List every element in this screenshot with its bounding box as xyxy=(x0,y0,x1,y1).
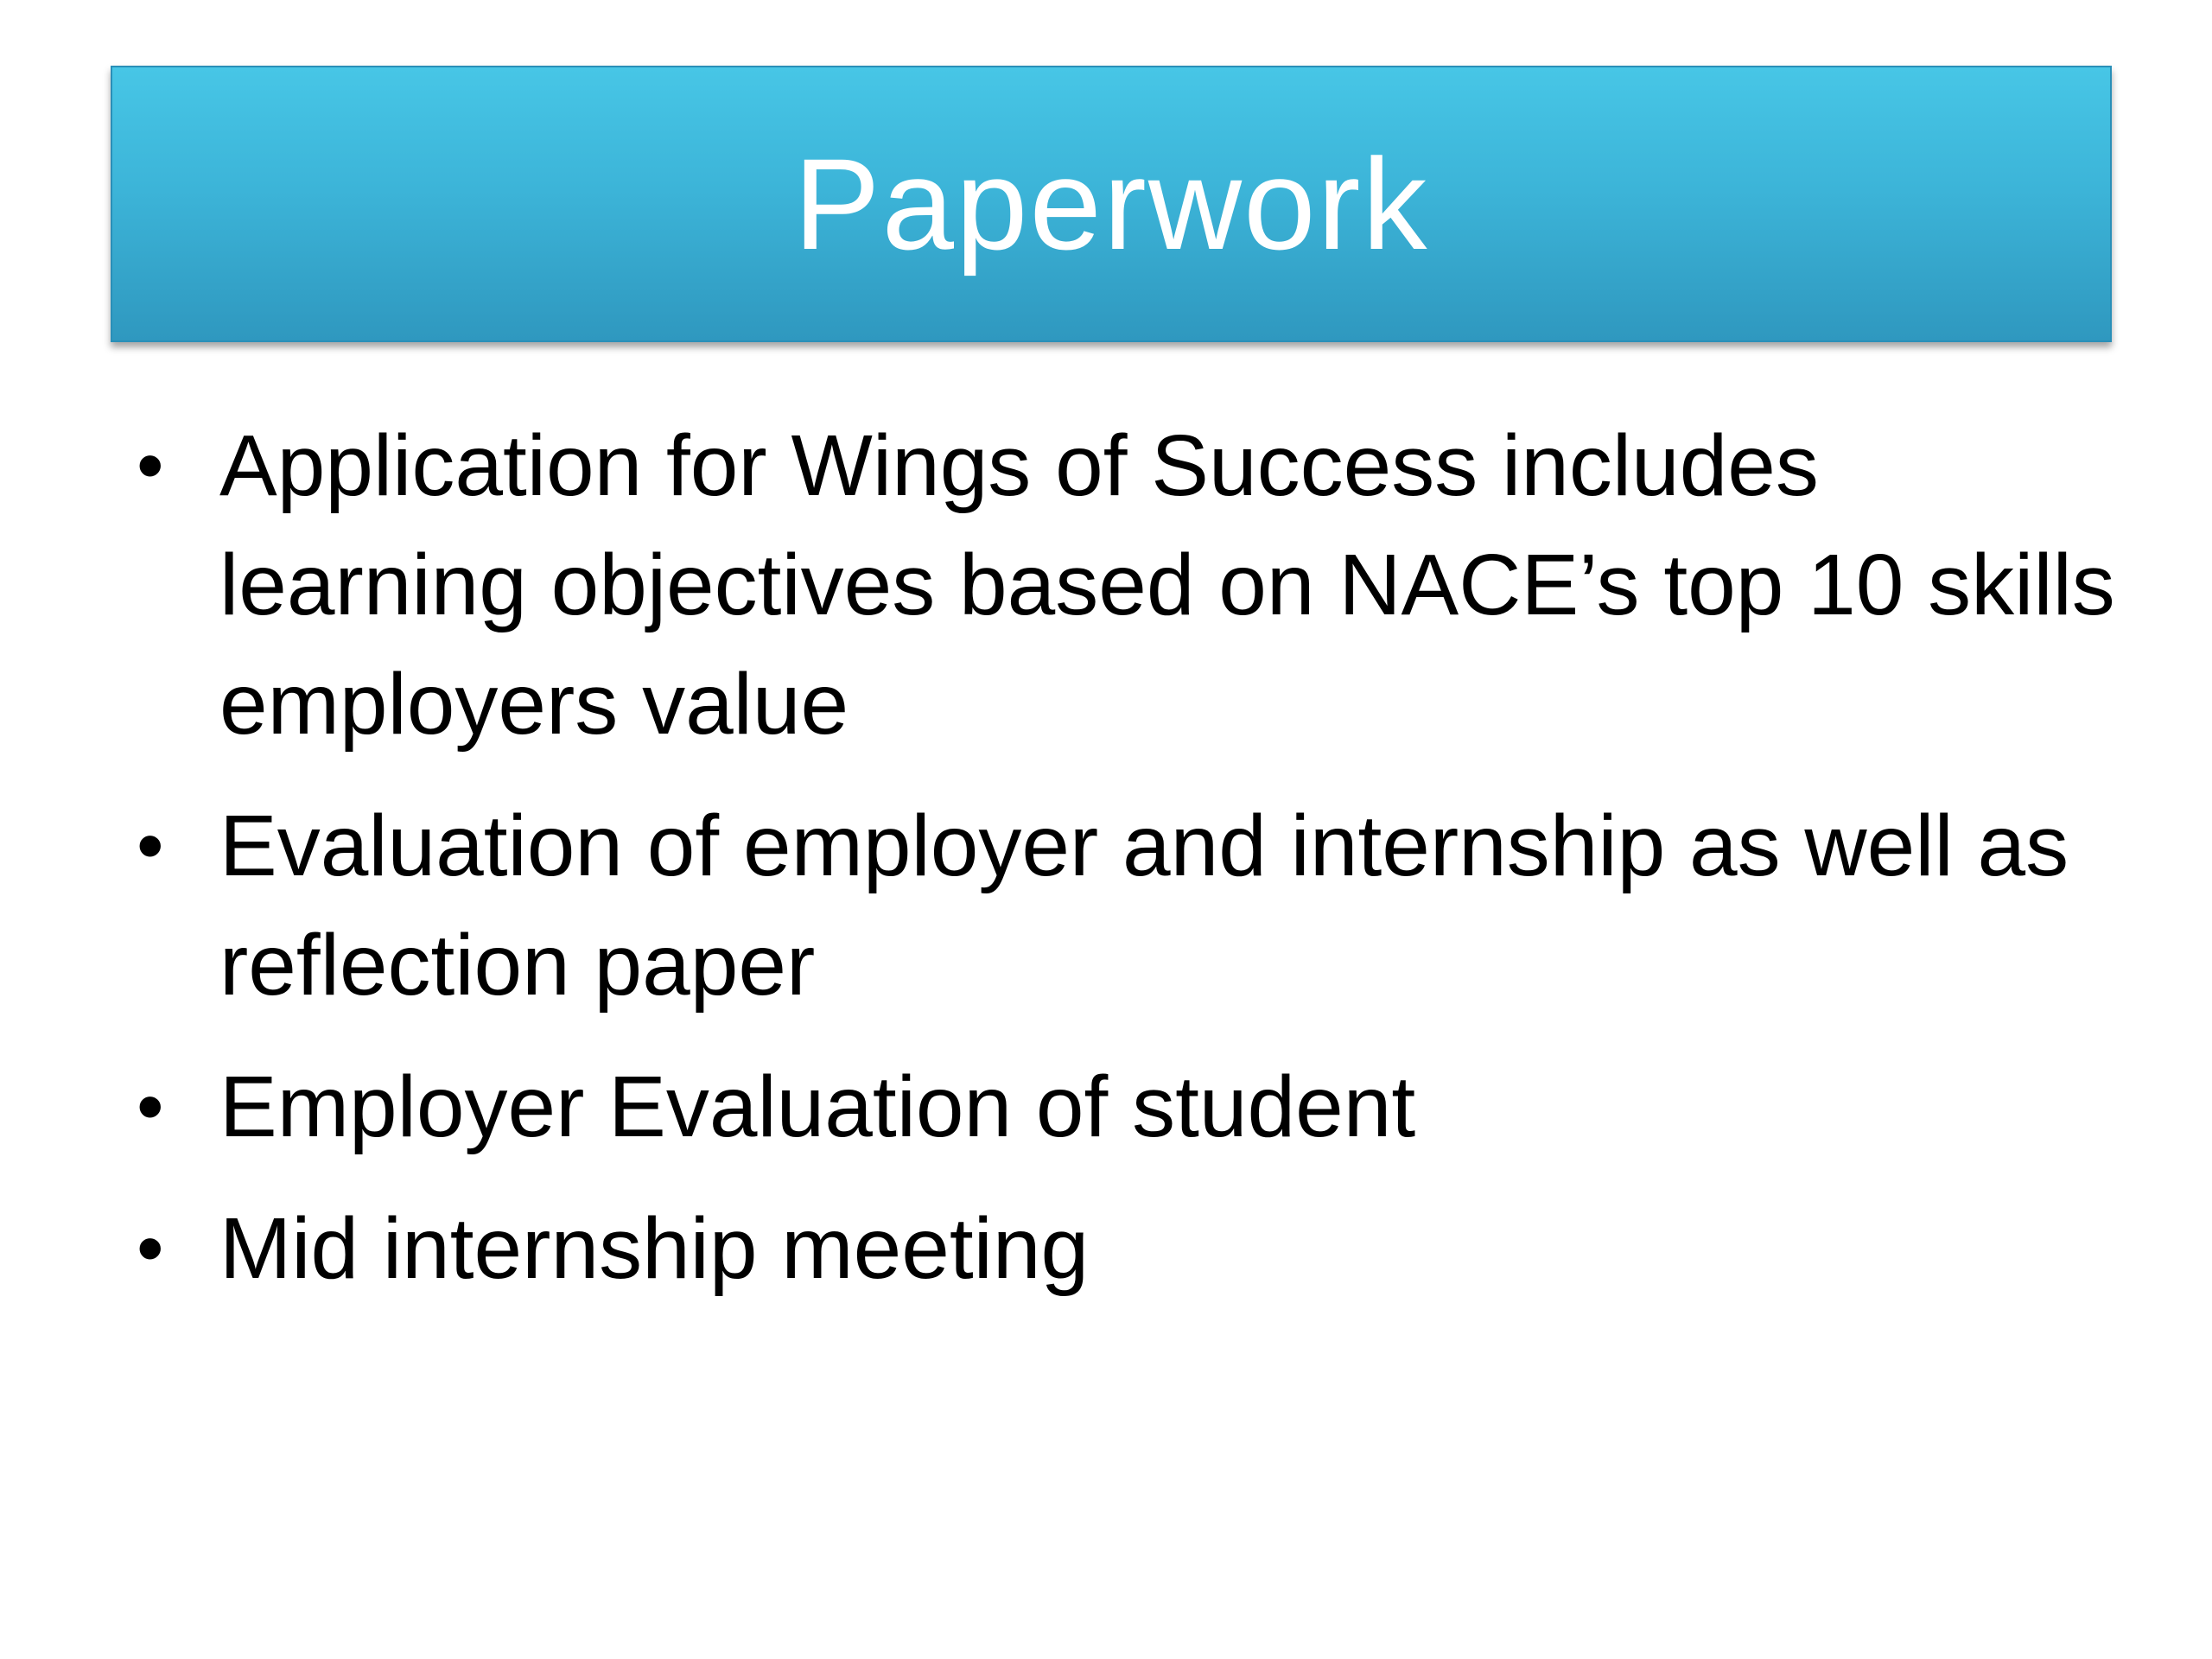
bullet-list xyxy=(130,406,2117,1331)
bullet-icon: • xyxy=(137,803,164,889)
bullet-item xyxy=(130,406,2117,764)
bullet-icon: • xyxy=(137,1064,164,1150)
bullet-text: Employer Evaluation of student xyxy=(219,1058,1416,1155)
bullet-text: Mid internship meeting xyxy=(219,1200,1090,1297)
slide-title: Paperwork xyxy=(793,131,1429,276)
bullet-text: Evaluation of employer and internship as well as reflection paper xyxy=(219,798,2069,1014)
bullet-icon: • xyxy=(137,423,164,509)
bullet-item xyxy=(130,1047,2117,1166)
bullet-text: Application for Wings of Success includes learning objectives based on NACE’s top 10 skills employers value xyxy=(219,417,2115,753)
bullet-item xyxy=(130,786,2117,1025)
bullet-item xyxy=(130,1189,2117,1308)
title-banner xyxy=(111,66,2112,342)
bullet-icon: • xyxy=(137,1205,164,1292)
